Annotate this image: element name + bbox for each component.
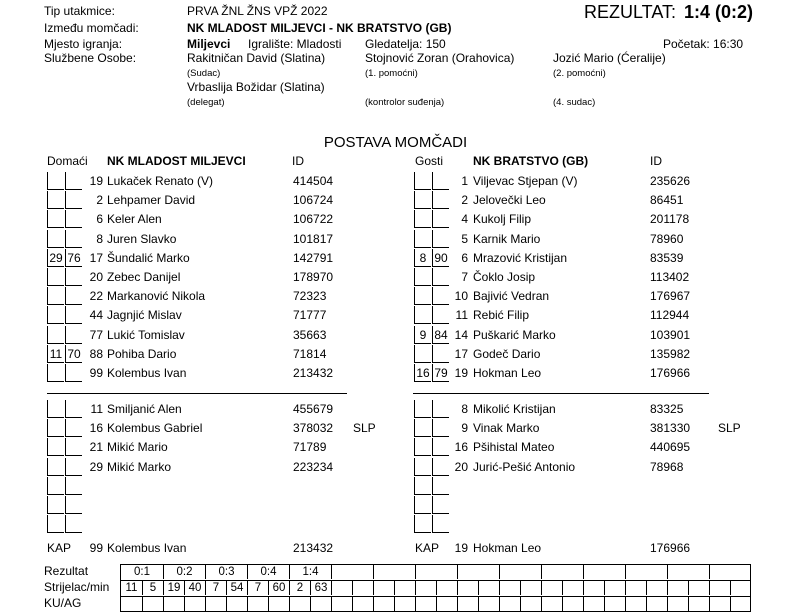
goal-minute-cell <box>604 581 625 595</box>
player-number: 1 <box>461 174 468 188</box>
player-name: Smiljanić Alen <box>107 402 182 416</box>
controller-role: (kontrolor suđenja) <box>365 97 445 108</box>
home-captain-name: Kolembus Ivan <box>107 541 187 555</box>
player-name: Markanović Nikola <box>107 289 206 304</box>
scorer-row-label: Strijelac/min <box>44 580 110 594</box>
player-number: 2 <box>96 193 103 208</box>
player-number: 19 <box>89 174 103 188</box>
player-number: 11 <box>455 308 468 323</box>
match-teams: NK MLADOST MILJEVCI - NK BRATSTVO (GB) <box>187 21 452 35</box>
home-team-name: NK MLADOST MILJEVCI <box>107 154 246 168</box>
substitution-shirt-box <box>414 496 431 514</box>
substitution-shirt-box: 11 <box>47 345 64 363</box>
kuag-cell <box>247 597 268 611</box>
player-number: 20 <box>89 270 103 284</box>
player-id: 83539 <box>650 250 684 265</box>
player-id: 223234 <box>293 459 334 474</box>
delegate: Vrbaslija Božidar (Slatina) <box>187 80 325 94</box>
substitution-shirt-box <box>47 419 64 437</box>
player-number: 6 <box>96 212 103 227</box>
substitution-minute-box <box>65 191 82 209</box>
player-number: 22 <box>89 289 103 304</box>
kuag-cell <box>646 597 667 611</box>
substitution-minute-box <box>432 419 449 437</box>
kuag-cell <box>142 597 163 611</box>
substitution-shirt-box <box>414 172 431 190</box>
goal-minute-cell <box>688 581 709 595</box>
kuag-row-label: KU/AG <box>44 596 82 610</box>
goal-scorer-cell <box>415 581 436 595</box>
player-number: 10 <box>454 289 468 304</box>
venue-label: Mjesto igranja: <box>44 37 123 51</box>
player-number: 8 <box>461 402 468 416</box>
substitution-minute-box <box>65 496 82 514</box>
home-captain-label: KAP <box>47 541 72 555</box>
goal-scorer-cell: 2 <box>289 581 310 595</box>
ground: Igralište: Mladosti <box>248 37 342 51</box>
substitution-minute-box <box>65 400 82 418</box>
kuag-cell <box>394 597 415 611</box>
score-row <box>121 565 750 580</box>
away-captain-number: 19 <box>454 541 468 555</box>
goal-scorer-cell <box>709 581 730 595</box>
result-label: REZULTAT: <box>584 2 677 22</box>
lineup-title: POSTAVA MOMČADI <box>323 134 468 151</box>
kuag-cell <box>310 597 331 611</box>
substitution-shirt-box <box>47 400 64 418</box>
player-name: Juren Slavko <box>107 231 177 246</box>
player-id: 414504 <box>293 174 334 188</box>
goal-minute-cell <box>436 581 457 595</box>
delegate-role: (delegat) <box>187 97 225 108</box>
kuag-cell <box>730 597 751 611</box>
kuag-cell <box>373 597 394 611</box>
substitution-minute-box <box>65 364 82 382</box>
goal-minute-cell <box>478 581 499 595</box>
substitution-shirt-box <box>47 306 64 324</box>
goal-minute-cell <box>394 581 415 595</box>
kuag-cell <box>457 597 478 611</box>
substitution-minute-box <box>65 458 82 476</box>
substitution-minute-box <box>432 515 449 533</box>
player-note: SLP <box>718 421 741 436</box>
substitution-shirt-box <box>414 287 431 305</box>
goal-score-cell <box>499 565 541 579</box>
substitution-shirt-box <box>47 438 64 456</box>
substitution-shirt-box <box>47 191 64 209</box>
substitution-minute-box <box>432 172 449 190</box>
player-number: 14 <box>454 327 468 342</box>
substitution-shirt-box <box>414 419 431 437</box>
player-id: 103901 <box>650 327 691 342</box>
goal-minute-cell <box>352 581 373 595</box>
goal-scorer-cell <box>625 581 646 595</box>
goal-minute-cell: 5 <box>142 581 163 595</box>
kuag-cell <box>268 597 289 611</box>
goal-scorer-cell: 7 <box>247 581 268 595</box>
goal-minute-cell: 40 <box>184 581 205 595</box>
substitution-minute-box <box>65 477 82 495</box>
substitution-minute-box <box>65 515 82 533</box>
kuag-cell <box>541 597 562 611</box>
player-id: 101817 <box>293 231 334 246</box>
away-id-header: ID <box>650 154 662 168</box>
player-id: 455679 <box>293 402 334 416</box>
player-id: 35663 <box>293 327 327 342</box>
goal-score-cell <box>457 565 499 579</box>
player-number: 9 <box>461 421 468 436</box>
goal-score-cell <box>583 565 625 579</box>
referee-role: (Sudac) <box>187 68 221 79</box>
substitution-shirt-box <box>414 191 431 209</box>
player-name: Karnik Mario <box>473 231 541 246</box>
goal-minute-cell <box>520 581 541 595</box>
kuag-cell <box>583 597 604 611</box>
player-name: Zebec Danijel <box>107 270 181 284</box>
substitution-minute-box <box>432 306 449 324</box>
player-number: 8 <box>96 231 103 246</box>
substitution-minute-box <box>65 419 82 437</box>
kuag-cell <box>499 597 520 611</box>
substitution-minute-box <box>432 477 449 495</box>
goal-score-cell: 0:3 <box>205 565 247 579</box>
substitution-shirt-box <box>414 345 431 363</box>
player-id: 378032 <box>293 421 334 436</box>
substitution-minute-box: 90 <box>432 249 449 267</box>
substitution-minute-box <box>65 438 82 456</box>
substitution-minute-box <box>65 172 82 190</box>
goal-scorer-cell <box>331 581 352 595</box>
substitution-shirt-box <box>414 458 431 476</box>
player-id: 72323 <box>293 289 327 304</box>
goal-minute-cell: 54 <box>226 581 247 595</box>
kuag-cell <box>625 597 646 611</box>
goal-scorer-cell <box>457 581 478 595</box>
player-name: Lehpamer David <box>107 193 196 208</box>
kuag-cell <box>709 597 730 611</box>
player-name: Čoklo Josip <box>473 270 536 284</box>
substitution-shirt-box: 9 <box>414 326 431 344</box>
kuag-cell <box>478 597 499 611</box>
substitution-shirt-box <box>414 438 431 456</box>
kuag-cell <box>163 597 184 611</box>
substitution-minute-box <box>432 191 449 209</box>
officials-label: Službene Osobe: <box>44 51 137 65</box>
substitution-shirt-box <box>414 515 431 533</box>
substitution-shirt-box <box>47 210 64 228</box>
player-number: 44 <box>89 308 103 323</box>
substitution-minute-box <box>65 326 82 344</box>
player-number: 16 <box>89 421 103 436</box>
substitution-shirt-box <box>414 306 431 324</box>
substitution-shirt-box <box>47 477 64 495</box>
substitution-minute-box <box>65 287 82 305</box>
player-number: 20 <box>454 459 468 474</box>
substitution-minute-box <box>432 438 449 456</box>
substitution-shirt-box <box>47 230 64 248</box>
kuag-cell <box>415 597 436 611</box>
player-number: 5 <box>461 231 468 246</box>
player-id: 71789 <box>293 440 327 455</box>
substitution-shirt-box <box>414 268 431 286</box>
substitution-shirt-box <box>414 477 431 495</box>
substitution-shirt-box <box>47 287 64 305</box>
substitution-minute-box <box>65 230 82 248</box>
player-number: 17 <box>454 346 468 361</box>
substitution-shirt-box <box>47 268 64 286</box>
home-captain-id: 213432 <box>293 541 334 555</box>
goal-minute-cell: 63 <box>310 581 331 595</box>
player-name: Lukaček Renato (V) <box>107 174 214 188</box>
away-team-name: NK BRATSTVO (GB) <box>473 154 589 168</box>
player-id: 176967 <box>650 289 691 304</box>
goal-scorer-cell <box>541 581 562 595</box>
goal-scorer-cell <box>499 581 520 595</box>
kuag-cell <box>121 597 142 611</box>
substitution-shirt-box <box>47 515 64 533</box>
player-number: 88 <box>89 346 103 361</box>
referee: Rakitničan David (Slatina) <box>187 51 326 65</box>
kuag-cell <box>688 597 709 611</box>
substitution-minute-box <box>432 287 449 305</box>
player-id: 176966 <box>650 366 691 380</box>
player-id: 112944 <box>650 308 690 323</box>
player-name: Hokman Leo <box>473 366 542 380</box>
player-id: 106724 <box>293 193 334 208</box>
home-starters-divider <box>47 393 347 394</box>
player-name: Jurić-Pešić Antonio <box>473 459 576 474</box>
away-captain-label: KAP <box>415 541 440 555</box>
player-name: Mikić Mario <box>107 440 168 455</box>
substitution-shirt-box <box>414 400 431 418</box>
goal-score-cell <box>667 565 709 579</box>
kuag-cell <box>520 597 541 611</box>
substitution-minute-box <box>432 345 449 363</box>
player-name: Mikolić Kristijan <box>473 402 556 416</box>
assistant-2-role: (2. pomoćni) <box>553 68 606 79</box>
goal-score-cell <box>373 565 415 579</box>
player-number: 99 <box>89 366 103 380</box>
goal-score-cell <box>415 565 457 579</box>
player-number: 21 <box>89 440 103 455</box>
player-id: 71777 <box>293 308 327 323</box>
home-id-header: ID <box>292 154 304 168</box>
player-id: 381330 <box>650 421 691 436</box>
goal-score-cell: 0:2 <box>163 565 205 579</box>
goal-scorer-cell <box>583 581 604 595</box>
player-name: Mrazović Kristijan <box>473 250 568 265</box>
kuag-cell <box>562 597 583 611</box>
scoring-grid <box>120 564 751 612</box>
player-name: Kolembus Ivan <box>107 366 187 380</box>
player-number: 6 <box>461 250 468 265</box>
substitution-shirt-box <box>414 230 431 248</box>
player-name: Bajivić Vedran <box>473 289 550 304</box>
kuag-cell <box>331 597 352 611</box>
substitution-minute-box: 84 <box>432 326 449 344</box>
substitution-shirt-box <box>47 458 64 476</box>
player-number: 77 <box>89 327 103 342</box>
substitution-minute-box: 79 <box>432 364 449 382</box>
player-id: 178970 <box>293 270 334 284</box>
goal-score-cell <box>541 565 583 579</box>
player-name: Vinak Marko <box>473 421 540 436</box>
substitution-shirt-box: 8 <box>414 249 431 267</box>
scorer-row <box>121 581 750 596</box>
player-name: Lukić Tomislav <box>107 327 185 342</box>
substitution-minute-box: 76 <box>65 249 82 267</box>
player-id: 142791 <box>293 250 334 265</box>
player-name: Jagnjić Mislav <box>107 308 182 323</box>
substitution-shirt-box <box>47 364 64 382</box>
kuag-cell <box>184 597 205 611</box>
substitution-minute-box: 70 <box>65 345 82 363</box>
home-captain-number: 99 <box>89 541 103 555</box>
player-id: 78960 <box>650 231 684 246</box>
player-number: 11 <box>90 402 103 416</box>
substitution-minute-box <box>65 268 82 286</box>
player-name: Viljevac Stjepan (V) <box>473 174 578 188</box>
competition-name: PRVA ŽNL ŽNS VPŽ 2022 <box>187 4 328 18</box>
kickoff-time: Početak: 16:30 <box>663 37 744 51</box>
substitution-shirt-box: 16 <box>414 364 431 382</box>
player-id: 86451 <box>650 193 684 208</box>
player-number: 16 <box>454 440 468 455</box>
substitution-shirt-box <box>47 326 64 344</box>
goal-scorer-cell: 11 <box>125 582 138 594</box>
goal-score-cell: 1:4 <box>289 565 331 579</box>
substitution-shirt-box: 29 <box>47 249 64 267</box>
player-id: 83325 <box>650 402 684 416</box>
player-name: Kolembus Gabriel <box>107 421 203 436</box>
spectators: Gledatelja: 150 <box>365 37 446 51</box>
player-number: 7 <box>461 270 468 284</box>
goal-minute-cell <box>562 581 583 595</box>
player-id: 213432 <box>293 366 334 380</box>
player-note: SLP <box>353 421 376 436</box>
kuag-cell <box>604 597 625 611</box>
goal-scorer-cell <box>373 581 394 595</box>
goal-score-cell <box>625 565 667 579</box>
goal-minute-cell: 60 <box>268 581 289 595</box>
kuag-cell <box>352 597 373 611</box>
goal-scorer-cell: 7 <box>205 581 226 595</box>
player-id: 235626 <box>650 174 691 188</box>
assistant-referee-1: Stojnović Zoran (Orahovica) <box>365 51 515 65</box>
fourth-official-role: (4. sudac) <box>553 97 596 108</box>
kuag-cell <box>226 597 247 611</box>
substitution-minute-box <box>432 210 449 228</box>
player-number: 17 <box>89 250 103 265</box>
substitution-minute-box <box>432 400 449 418</box>
kuag-cell <box>436 597 457 611</box>
result-row-label: Rezultat <box>44 564 89 578</box>
player-id: 135982 <box>650 346 691 361</box>
player-id: 71814 <box>293 346 327 361</box>
substitution-minute-box <box>432 230 449 248</box>
goal-score-cell <box>331 565 373 579</box>
player-name: Kukolj Filip <box>473 212 532 227</box>
player-number: 19 <box>454 366 468 380</box>
goal-scorer-cell <box>667 581 688 595</box>
goal-score-cell: 0:1 <box>134 566 150 578</box>
player-number: 4 <box>461 212 468 227</box>
match-type-label: Tip utakmice: <box>44 4 115 18</box>
kuag-cell <box>667 597 688 611</box>
substitution-minute-box <box>432 268 449 286</box>
assistant-referee-2: Jozić Mario (Ćeralije) <box>553 51 666 65</box>
away-captain-id: 176966 <box>650 541 691 555</box>
away-starters-divider <box>413 393 709 394</box>
player-name: Godeč Dario <box>473 346 541 361</box>
player-name: Pšihistal Mateo <box>473 440 555 455</box>
player-number: 2 <box>461 193 468 208</box>
substitution-shirt-box <box>47 496 64 514</box>
goal-minute-cell <box>646 581 667 595</box>
kuag-row <box>121 597 750 611</box>
substitution-minute-box <box>432 458 449 476</box>
away-side-label: Gosti <box>415 154 444 168</box>
kuag-cell <box>289 597 310 611</box>
result-value: 1:4 (0:2) <box>684 2 754 22</box>
substitution-minute-box <box>432 496 449 514</box>
player-number: 29 <box>89 459 103 474</box>
goal-score-cell <box>709 565 751 579</box>
goal-scorer-cell: 19 <box>163 581 184 595</box>
player-id: 113402 <box>650 270 690 284</box>
goal-score-cell: 0:4 <box>247 565 289 579</box>
player-name: Šundalić Marko <box>107 250 190 265</box>
player-id: 106722 <box>293 212 334 227</box>
assistant-1-role: (1. pomoćni) <box>365 68 418 79</box>
substitution-minute-box <box>65 210 82 228</box>
away-captain-name: Hokman Leo <box>473 541 542 555</box>
player-id: 440695 <box>650 440 691 455</box>
home-side-label: Domaći <box>47 154 88 168</box>
substitution-shirt-box <box>47 172 64 190</box>
venue: Miljevci <box>187 37 231 51</box>
player-name: Mikić Marko <box>107 459 172 474</box>
player-name: Puškarić Marko <box>473 327 556 342</box>
goal-minute-cell <box>730 581 751 595</box>
teams-label: Između momčadi: <box>44 21 139 35</box>
player-id: 201178 <box>650 212 690 227</box>
kuag-cell <box>205 597 226 611</box>
substitution-shirt-box <box>414 210 431 228</box>
player-id: 78968 <box>650 459 684 474</box>
player-name: Jelovečki Leo <box>473 193 546 208</box>
substitution-minute-box <box>65 306 82 324</box>
player-name: Pohiba Dario <box>107 346 177 361</box>
player-name: Rebić Filip <box>473 308 530 323</box>
player-name: Keler Alen <box>107 212 162 227</box>
